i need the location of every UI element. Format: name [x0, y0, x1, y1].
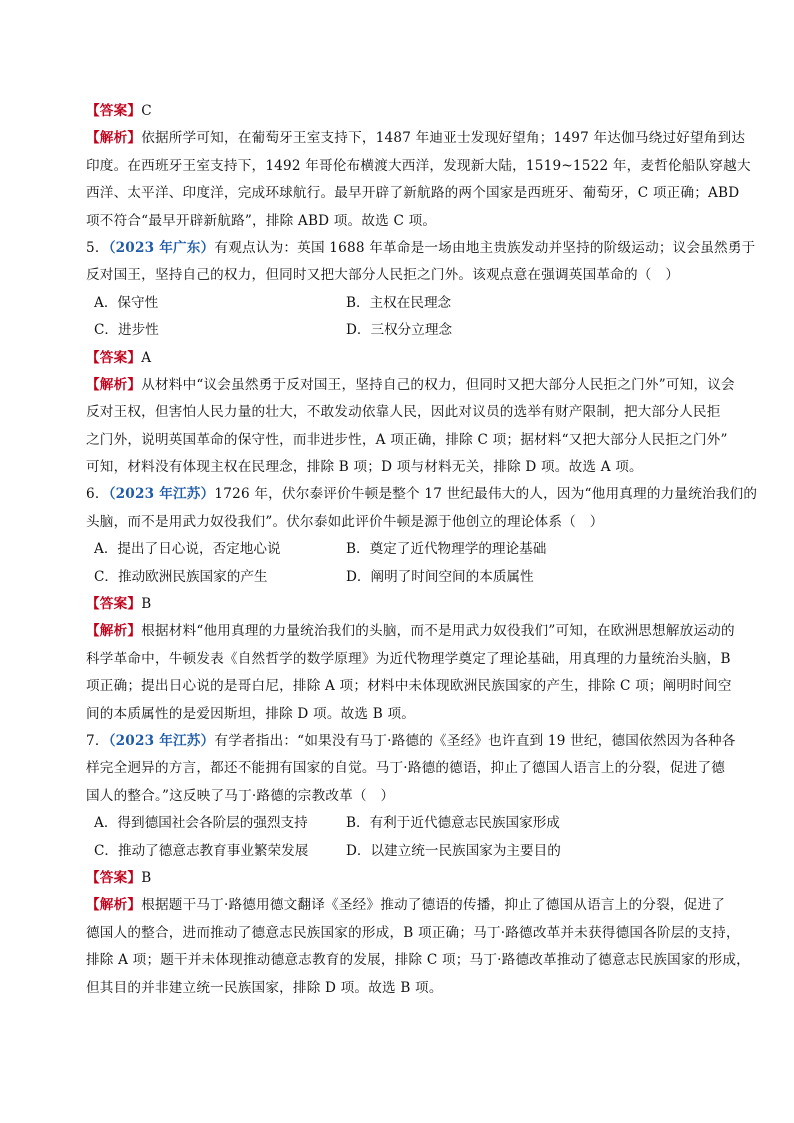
q6-answer: B: [141, 596, 152, 613]
q7-analysis-line-3: 排除 A 项；题干并未体现推动德意志教育的发展，排除 C 项；马丁·路德改革推动了德意志民族国家的形成，: [86, 952, 750, 969]
q5-options-row-1: [86, 290, 726, 317]
q6-option-b: B．奠定了近代物理学的理论基础: [346, 541, 547, 558]
q6-option-c: C．推动欧洲民族国家的产生: [94, 568, 268, 585]
q5-option-d: D．三权分立理念: [346, 322, 453, 339]
q7-analysis-line-2: 德国人的整合，进而推动了德意志民族国家的形成，B 项正确；马丁·路德改革并未获得德国各阶层的支持，: [86, 924, 740, 941]
document-content: [86, 98, 758, 1002]
q6-analysis-line-4: 间的本质属性的是爱因斯坦，排除 D 项。故选 B 项。: [86, 705, 416, 722]
q6-answer-line: [86, 591, 726, 618]
analysis-label: 【解析】: [86, 897, 142, 914]
q5-source: （2023 年广东）: [108, 239, 215, 256]
q5-analysis-line-1: 【解析】从材料中“议会虽然勇于反对国王，坚持自己的权力，但同时又把大部分人民拒之门外”可知，议会: [86, 376, 735, 393]
q7-answer-line: [86, 865, 726, 892]
q6-analysis-line-3: 项正确；提出日心说的是哥白尼，排除 A 项；材料中未体现欧洲民族国家的产生，排除 C 项；阐明时间空: [86, 678, 732, 695]
q5-analysis-line-3: 之门外，说明英国革命的保守性，而非进步性，A 项正确，排除 C 项；据材料“又把大部分人民拒之门外”: [86, 431, 728, 448]
q7-option-d: D．以建立统一民族国家为主要目的: [346, 842, 561, 859]
q7-options-row-2: [86, 838, 726, 865]
answer-label: 【答案】: [86, 596, 142, 613]
analysis-label: 【解析】: [86, 130, 142, 147]
q5-answer: A: [141, 349, 152, 366]
q6-option-d: D．阐明了时间空间的本质属性: [346, 568, 534, 585]
q7-analysis-line-4: 但其目的并非建立统一民族国家，排除 D 项。故选 B 项。: [86, 979, 443, 996]
q5-analysis-line-4: 可知，材料没有体现主权在民理念，排除 B 项；D 项与材料无关，排除 D 项。故选 A 项。: [86, 459, 643, 476]
q7-option-a: A．得到德国社会各阶层的强烈支持: [94, 815, 308, 832]
q4-analysis-line-2: 印度。在西班牙王室支持下，1492 年哥伦布横渡大西洋，发现新大陆，1519~1522 年，麦哲伦船队穿越大: [86, 157, 751, 174]
q4-analysis-line-3: 西洋、太平洋、印度洋，完成环球航行。最早开辟了新航路的两个国家是西班牙、葡萄牙，C 项正确；ABD: [86, 185, 740, 202]
answer-label: 【答案】: [86, 349, 142, 366]
q5-stem-line-1: 5．（2023 年广东）有观点认为：英国 1688 年革命是一场由地主贵族发动并坚持的阶级运动；议会虽然勇于: [86, 239, 756, 256]
q7-option-b: B．有利于近代德意志民族国家形成: [346, 815, 560, 832]
q6-source: （2023 年江苏）: [108, 486, 215, 503]
q5-option-c: C．进步性: [94, 322, 159, 339]
analysis-label: 【解析】: [86, 623, 142, 640]
q5-options-row-2: [86, 317, 726, 344]
q6-analysis-line-2: 科学革命中，牛顿发表《自然哲学的数学原理》为近代物理学奠定了理论基础，用真理的力量统治头脑，B: [86, 650, 731, 667]
q6-option-a: A．提出了日心说，否定地心说: [94, 541, 281, 558]
q4-analysis-line-1: 【解析】依据所学可知，在葡萄牙王室支持下，1487 年迪亚士发现好望角；1497 年达伽马绕过好望角到达: [86, 130, 746, 147]
q6-stem-line-2: 头脑，而不是用武力奴役我们”。伏尔泰如此评价牛顿是源于他创立的理论体系（ ）: [86, 513, 604, 530]
q7-answer: B: [141, 869, 152, 886]
q5-option-b: B．主权在民理念: [346, 294, 452, 311]
q6-stem-line-1: 6．（2023 年江苏）1726 年，伏尔泰评价牛顿是整个 17 世纪最伟大的人，因为“他用真理的力量统治我们的: [86, 486, 758, 503]
q4-answer-line: [86, 98, 726, 125]
q6-options-row-1: [86, 536, 726, 563]
q4-answer: C: [141, 103, 152, 119]
q7-stem-line-2: 样完全迥异的方言，都还不能拥有国家的自觉。马丁·路德的德语，抑止了德国人语言上的分裂，促进了德: [86, 760, 726, 777]
q6-number: 6．: [86, 486, 109, 503]
q7-number: 7．: [86, 732, 109, 749]
q6-analysis-line-1: 【解析】根据材料“他用真理的力量统治我们的头脑，而不是用武力奴役我们”可知，在欧洲思想解放运动的: [86, 623, 735, 640]
q5-number: 5．: [86, 239, 109, 256]
q5-answer-line: [86, 345, 726, 372]
analysis-label: 【解析】: [86, 376, 142, 393]
answer-label: 【答案】: [86, 869, 142, 886]
q7-analysis-line-1: 【解析】根据题干马丁·路德用德文翻译《圣经》推动了德语的传播，抑止了德国从语言上的分裂，促进了: [86, 897, 726, 914]
q7-source: （2023 年江苏）: [108, 732, 215, 749]
q7-stem-line-3: 国人的整合。”这反映了马丁·路德的宗教改革（ ）: [86, 787, 395, 804]
q6-options-row-2: [86, 564, 726, 591]
q5-option-a: A．保守性: [94, 294, 159, 311]
q7-stem-line-1: 7．（2023 年江苏）有学者指出：“如果没有马丁·路德的《圣经》也许直到 19 世纪，德国依然因为各种各: [86, 732, 736, 749]
q4-analysis-line-4: 项不符合“最早开辟新航路”，排除 ABD 项。故选 C 项。: [86, 212, 437, 229]
q7-option-c: C．推动了德意志教育事业繁荣发展: [94, 842, 309, 859]
answer-label: 【答案】: [86, 103, 142, 119]
q7-options-row-1: [86, 810, 726, 837]
q5-stem-line-2: 反对国王，坚持自己的权力，但同时又把大部分人民拒之门外。该观点意在强调英国革命的（ ）: [86, 267, 680, 284]
q5-analysis-line-2: 反对王权，但害怕人民力量的壮大，不敢发动依靠人民，因此对议员的选举有财产限制，把大部分人民拒: [86, 404, 721, 421]
